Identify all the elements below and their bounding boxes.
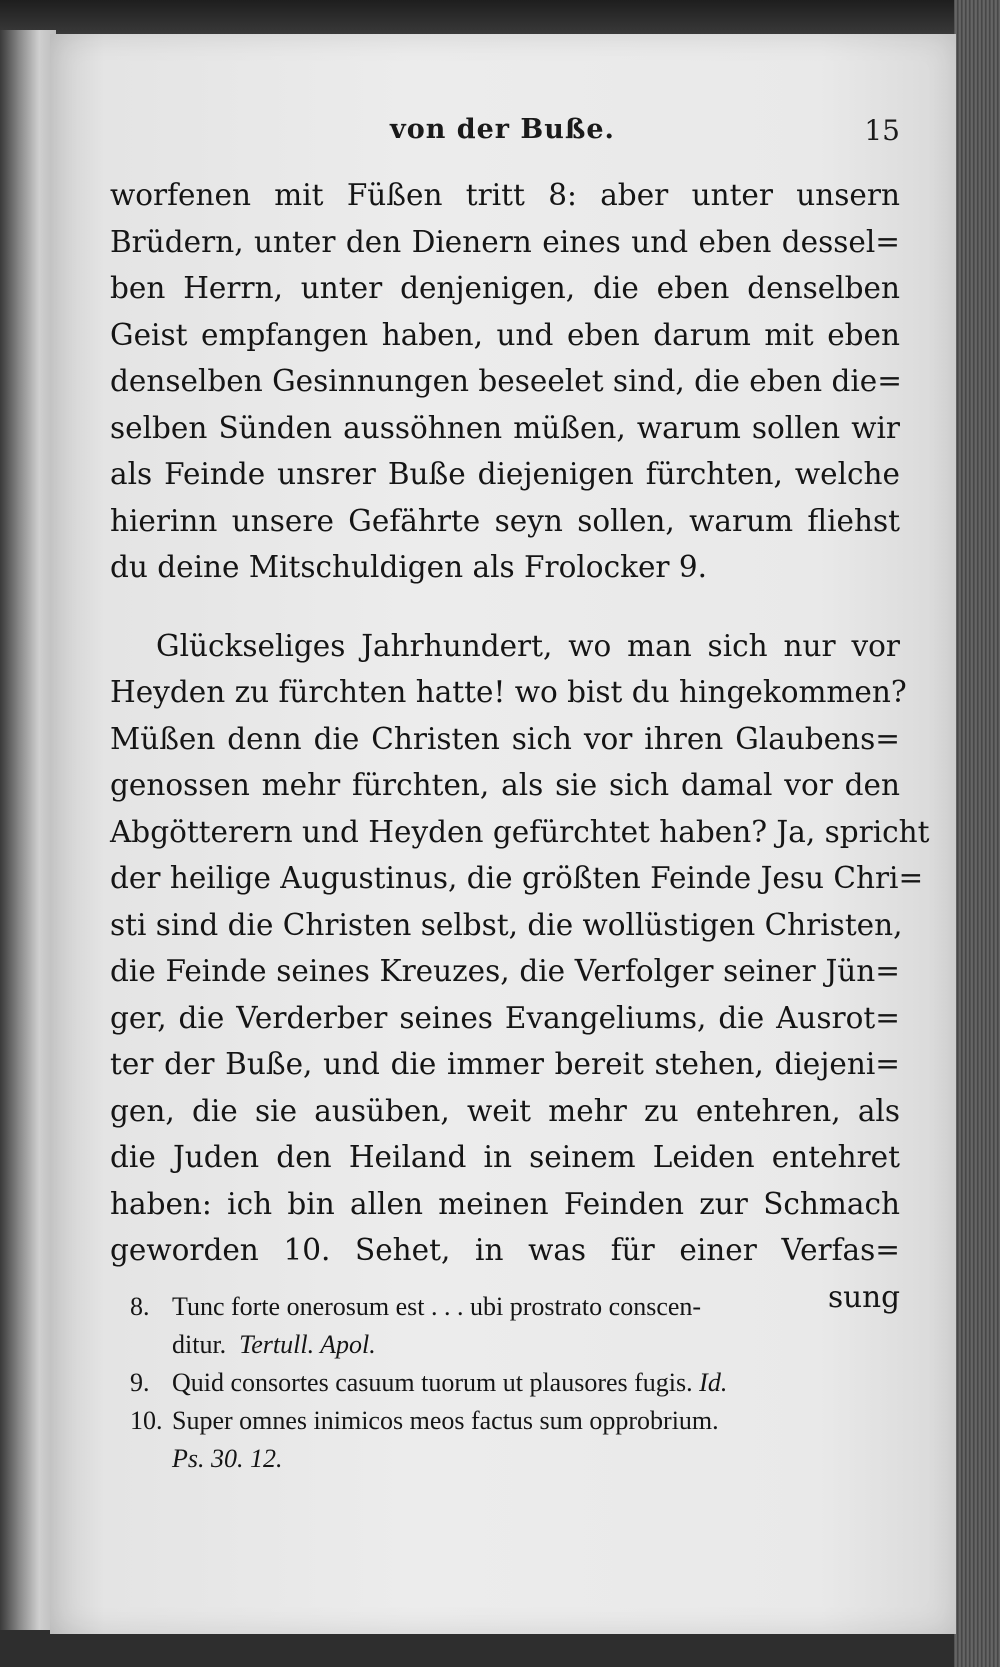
- right-page-stack: [954, 0, 1000, 1667]
- running-head: von der Buße.: [390, 114, 615, 145]
- text-line: Geist empfangen haben, und eben darum mit eben: [110, 317, 900, 352]
- footnote-10: [130, 1402, 850, 1440]
- footnote-source: Ps. 30. 12.: [172, 1444, 283, 1473]
- text-line: du deine Mitschuldigen als Frolocker 9.: [110, 550, 708, 584]
- text-line: Glückseliges Jahrhundert, wo man sich nur vor: [156, 628, 900, 663]
- paragraph-2: [110, 623, 930, 1321]
- text-line: genossen mehr fürchten, als sie sich damal vor den: [110, 768, 900, 802]
- footnote-text: ditur.: [172, 1330, 227, 1359]
- footnote-source: Id.: [699, 1368, 728, 1397]
- footnotes: [130, 1288, 850, 1478]
- text-line: der heilige Augustinus, die größten Feinde Jesu Chri=: [110, 861, 924, 895]
- text-line: Heyden zu fürchten hatte! wo bist du hingekommen?: [110, 675, 907, 709]
- page-header: [110, 114, 900, 154]
- text-line: hierinn unsere Gefährte seyn sollen, warum fliehst: [110, 503, 900, 538]
- text-line: sti sind die Christen selbst, die wollüstigen Christen,: [110, 907, 903, 942]
- text-line: denselben Gesinnungen beseelet sind, die eben die=: [110, 364, 902, 398]
- footnote-text: Super omnes inimicos meos factus sum opprobrium.: [172, 1406, 719, 1435]
- footnote-8: [130, 1288, 850, 1326]
- text-line: ger, die Verderber seines Evangeliums, die Ausrot=: [110, 1000, 900, 1035]
- text-line: selben Sünden aussöhnen müßen, warum sollen wir: [110, 410, 900, 445]
- body-text: [110, 172, 930, 1320]
- footnote-source: Tertull. Apol.: [239, 1330, 376, 1359]
- footnote-8-continued: [130, 1326, 850, 1364]
- top-shadow: [0, 0, 1000, 38]
- text-line: Müßen denn die Christen sich vor ihren Glaubens=: [110, 721, 900, 756]
- text-line: geworden 10. Sehet, in was für einer Verfas=: [110, 1233, 900, 1267]
- text-line: die Juden den Heiland in seinem Leiden entehret: [110, 1140, 900, 1174]
- footnote-number: 8.: [130, 1292, 150, 1321]
- footnote-text: Quid consortes casuum tuorum ut plausores fugis.: [172, 1368, 693, 1397]
- text-line: Brüdern, unter den Dienern eines und eben dessel=: [110, 224, 900, 259]
- paragraph-gap: [110, 591, 900, 623]
- footnote-number: 10.: [130, 1406, 163, 1435]
- text-line: die Feinde seines Kreuzes, die Verfolger seiner Jün=: [110, 954, 900, 988]
- text-line: als Feinde unsrer Buße diejenigen fürchten, welche: [110, 457, 900, 491]
- footnote-10-continued: [130, 1440, 850, 1478]
- text-line: gen, die sie ausüben, weit mehr zu entehren, als: [110, 1093, 900, 1128]
- text-line: worfenen mit Füßen tritt 8: aber unter unsern: [110, 178, 900, 212]
- text-line: ben Herrn, unter denjenigen, die eben denselben: [110, 271, 900, 305]
- catchword: sung: [827, 1279, 900, 1314]
- footnote-9: [130, 1364, 850, 1402]
- footnote-text: Tunc forte onerosum est . . . ubi prostrato conscen-: [172, 1292, 702, 1321]
- footnote-number: 9.: [130, 1368, 150, 1397]
- paragraph-1: [110, 172, 900, 591]
- page-number: 15: [864, 114, 900, 147]
- left-page-edge: [0, 30, 56, 1630]
- text-line: ter der Buße, und die immer bereit stehen, diejeni=: [110, 1047, 900, 1081]
- text-line: haben: ich bin allen meinen Feinden zur Schmach: [110, 1186, 900, 1221]
- text-line: Abgötterern und Heyden gefürchtet haben? Ja, spricht: [110, 814, 930, 849]
